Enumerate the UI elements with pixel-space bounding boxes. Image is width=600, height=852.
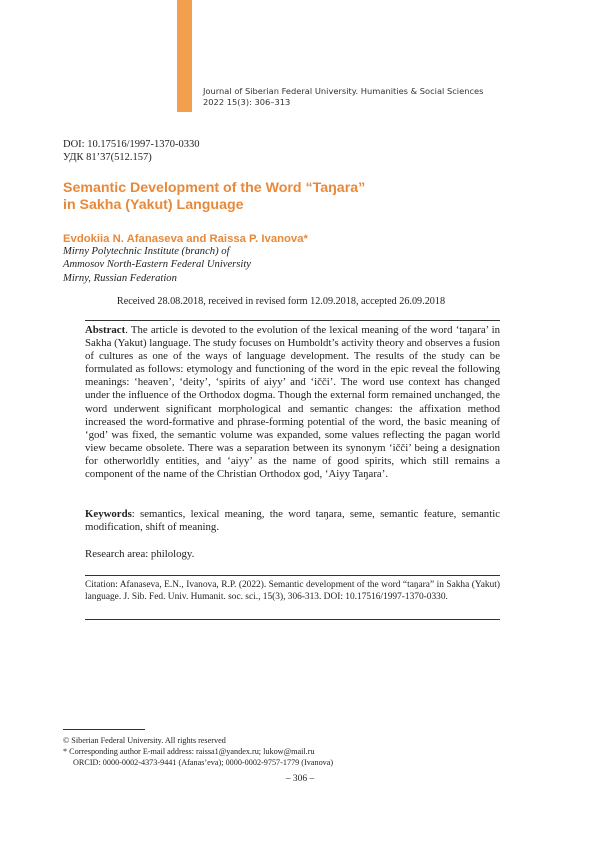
citation-top-rule <box>85 575 500 576</box>
doi: DOI: 10.17516/1997-1370-0330 <box>63 139 200 150</box>
page-number: – 306 – <box>285 774 315 784</box>
udk: УДК 81’37(512.157) <box>63 152 152 163</box>
abstract-top-rule <box>85 320 500 321</box>
keywords-label: Keywords <box>85 508 132 520</box>
header-accent-bar <box>177 0 192 112</box>
keywords-text: : semantics, lexical meaning, the word taŋara, seme, semantic feature, semantic modification, shift of meaning. <box>85 508 500 534</box>
journal-issue: 2022 15(3): 306–313 <box>203 97 291 107</box>
journal-name: Journal of Siberian Federal University. Humanities & Social Sciences <box>203 86 484 96</box>
title-line-2: in Sakha (Yakut) Language <box>63 197 244 213</box>
received-dates: Received 28.08.2018, received in revised form 12.09.2018, accepted 26.09.2018 <box>116 296 446 307</box>
copyright-note: © Siberian Federal University. All rights reserved <box>63 736 226 745</box>
footnotes <box>63 735 333 769</box>
abstract <box>85 324 500 481</box>
journal-header <box>203 86 583 108</box>
abstract-text: . The article is devoted to the evolution of the lexical meaning of the word ‘taŋara’ in Sakha (Yakut) language. The study focuses on Humboldt’s activity theory and observes a fusion of cultures as one of the ways of language development. The results of the study can be formulated as follows: etymology and functioning of the word in the epic reveal the following meanings: ‘heaven’, ‘deity’, ‘spirits of aiyy’ and ‘iččі’. The word use context has changed under the influence of the Orthodox dogma. Though the external form remained unchanged, the word underwent significant morphological and semantic changes: the affixation method increased the word-formative and phrase-forming potential of the word, the basic meaning of ‘god’ was fixed, the semantic volume was expanded, some values reflecting the pagan world view became obsolete. There was a separation between its synonym ‘iččі’ being a designation for otherworldly entities, and ‘aiyy’ as the name of good spirits, which still remains a component of the name of the Christian Orthodox god, ‘Aiyy Taŋara’. <box>85 324 500 481</box>
keywords <box>85 508 500 534</box>
affiliation <box>63 245 251 285</box>
title-line-1: Semantic Development of the Word “Taŋara” <box>63 180 366 196</box>
affiliation-line-2: Ammosov North-Eastern Federal University <box>63 259 252 271</box>
abstract-label: Abstract <box>85 324 126 336</box>
citation: Citation: Afanaseva, E.N., Ivanova, R.P. (2022). Semantic development of the word “taŋara” in Sakha (Yakut) language. J. Sib. Fed. Univ. Humanit. soc. sci., 15(3), 306-313. DOI: 10.17516/1997-1370-0330. <box>85 580 500 603</box>
footnote-rule <box>63 729 145 730</box>
citation-bottom-rule <box>85 619 500 620</box>
affiliation-line-1: Mirny Polytechnic Institute (branch) of <box>63 246 230 257</box>
article-title <box>63 180 503 214</box>
article-identifiers <box>63 138 200 164</box>
affiliation-line-3: Mirny, Russian Federation <box>63 272 177 284</box>
corresponding-author-note: * Corresponding author E-mail address: raissa1@yandex.ru; lukow@mail.ru <box>63 747 315 757</box>
research-area: Research area: philology. <box>85 548 195 560</box>
orcid-note: ORCID: 0000-0002-4373-9441 (Afanas’eva); 0000-0002-9757-1779 (Ivanova) <box>73 758 334 768</box>
authors: Evdokiia N. Afanaseva and Raissa P. Ivanova* <box>63 233 308 245</box>
